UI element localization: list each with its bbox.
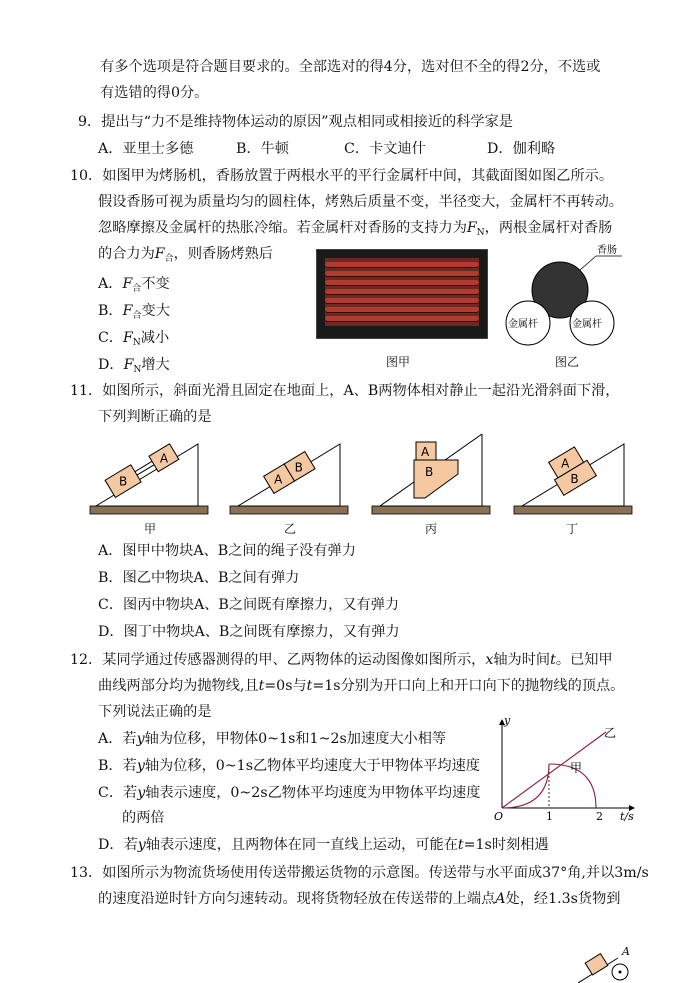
question-11-line-1: 11．如图所示，斜面光滑且固定在地面上，A、B两物体相对静止一起沿光滑斜面下滑， [70, 383, 620, 399]
figure-caption-yi: 乙 [284, 522, 297, 536]
svg-text:B: B [294, 460, 303, 475]
conveyor-belt-figure [578, 940, 638, 983]
svg-text:B: B [570, 471, 579, 486]
question-10-option-c: C．$F_N$减小 [98, 330, 170, 348]
line-yi [502, 732, 606, 808]
question-11-option-d: D．图丁中物块A、B之间既有摩擦力，又有弹力 [98, 624, 400, 640]
question-9-option-d: D．伽利略 [487, 141, 556, 157]
question-10-option-d: D．$F_N$增大 [98, 357, 170, 375]
question-10-line-1 [70, 167, 613, 185]
incline-diagram-yi [228, 434, 353, 518]
cargo-box [585, 954, 608, 975]
sausage-cross-section-diagram [500, 240, 630, 350]
figure-caption-jia: 甲 [144, 522, 157, 536]
svg-text:A: A [159, 451, 169, 466]
question-10-line-2: 假设香肠可视为质量均匀的圆柱体，烤熟后质量不变，半径变大，金属杆不再转动。 [98, 194, 623, 210]
curve-jia-part1 [502, 764, 549, 808]
question-13-line-2: 的速度沿逆时针方向匀速转动。现将货物轻放在传送带的上端点A处，经1.3s货物到 [98, 891, 621, 907]
tick-label-1: 1 [546, 810, 553, 823]
question-12-line-3: 下列说法正确的是 [98, 704, 212, 720]
question-9-option-c: C．卡文迪什 [344, 141, 426, 157]
question-12-option-c: C．若y轴表示速度，0~2s乙物体平均速度为甲物体平均速度 [98, 785, 481, 801]
rod-label-left: 金属杆 [508, 319, 538, 330]
question-12-option-b: B．若y轴为位移，0~1s乙物体平均速度大于甲物体平均速度 [98, 758, 480, 774]
question-10-option-a: A．$F_合$不变 [98, 276, 170, 294]
question-11-option-b: B．图乙中物块A、B之间有弹力 [98, 570, 300, 586]
svg-text:B: B [118, 474, 128, 489]
question-number: 9． [78, 114, 102, 130]
incline-diagram-ding [512, 434, 637, 518]
question-number: 10． [70, 168, 103, 184]
question-9-option-a: A．亚里士多德 [98, 141, 194, 157]
x-axis-label: t/s [620, 810, 634, 823]
incline-diagram-bing [370, 434, 495, 518]
svg-text:B: B [425, 465, 434, 479]
sausage-grill-photo [316, 249, 488, 339]
question-9-option-b: B．牛顿 [236, 141, 289, 157]
question-9-stem [78, 113, 513, 131]
question-12-line-1: 12．某同学通过传感器测得的甲、乙两物体的运动图像如图所示，x轴为时间t。已知甲 [70, 652, 613, 668]
tick-label-2: 2 [596, 810, 603, 823]
question-10-line-4: 的合力为$F_合$，则香肠烤熟后 [98, 246, 273, 264]
svg-text:A: A [274, 472, 283, 487]
svg-text:A: A [561, 456, 570, 471]
question-10-option-b: B．$F_合$变大 [98, 303, 170, 321]
intro-line-1: 有多个选项是符合题目要求的。全部选对的得4分，选对但不全的得2分，不选或 [100, 59, 601, 75]
rod-label-right: 金属杆 [572, 319, 602, 330]
label-jia: 甲 [570, 761, 583, 775]
question-11-line-2: 下列判断正确的是 [98, 409, 212, 425]
question-11-option-c: C．图丙中物块A、B之间既有摩擦力，又有弹力 [98, 597, 400, 613]
rope [135, 461, 152, 471]
svg-text:A: A [421, 445, 430, 459]
figure-caption-bing: 丙 [425, 522, 438, 536]
figure-caption-jia: 图甲 [386, 355, 411, 369]
sausage-label: 香肠 [597, 245, 617, 256]
question-12-option-d: D．若y轴表示速度，且两物体在同一直线上运动，可能在t=1s时刻相遇 [98, 837, 549, 853]
figure-caption-ding: 丁 [566, 522, 579, 536]
question-11-option-a: A．图甲中物块A、B之间的绳子没有弹力 [98, 543, 356, 559]
figure-caption-yi: 图乙 [555, 355, 580, 369]
label-yi: 乙 [604, 726, 617, 740]
question-text: 如图甲为烤肠机，香肠放置于两根水平的平行金属杆中间，其截面图如图乙所示。 [102, 168, 614, 184]
y-axis-label: y [504, 714, 511, 727]
question-12-option-c-cont: 的两倍 [122, 810, 165, 826]
origin-label: O [494, 810, 504, 823]
incline-diagram-jia [88, 434, 213, 518]
intro-line-2: 有选错的得0分。 [100, 85, 209, 101]
question-12-option-a: A．若y轴为位移，甲物体0~1s和1~2s加速度大小相等 [98, 731, 447, 747]
point-a-label: A [622, 945, 630, 958]
motion-graph [488, 712, 640, 824]
question-13-line-1: 13．如图所示为物流货场使用传送带搬运货物的示意图。传送带与水平面成37°角,并以3m/s [70, 865, 649, 881]
grill-surface [325, 258, 479, 326]
question-text: 提出与“力不是维持物体运动的原因”观点相同或相接近的科学家是 [101, 114, 513, 130]
question-12-line-2: 曲线两部分均为抛物线,且t=0s与t=1s分别为开口向上和开口向下的抛物线的顶点。 [98, 678, 625, 694]
question-10-line-3: 忽略摩擦及金属杆的热胀冷缩。若金属杆对香肠的支持力为$F_N$，两根金属杆对香肠 [98, 220, 613, 238]
